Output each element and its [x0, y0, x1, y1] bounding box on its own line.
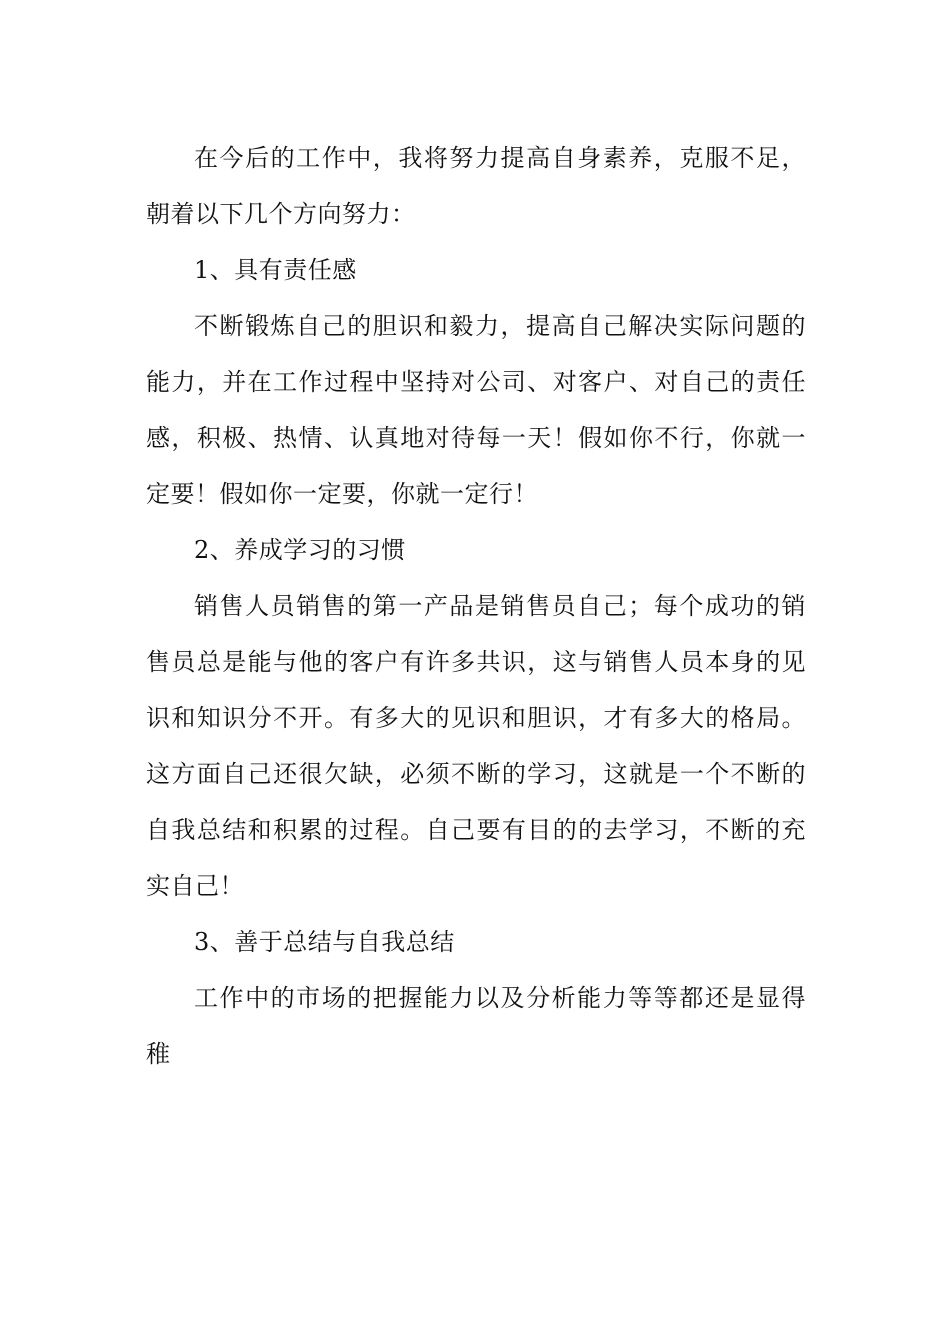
heading-learning-habit: 2、养成学习的习惯: [194, 536, 406, 564]
heading-summarize: 3、善于总结与自我总结: [194, 928, 455, 956]
paragraph-intro: 在今后的工作中，我将努力提高自身素养，克服不足，朝着以下几个方向努力：: [146, 144, 806, 228]
paragraph-summarize: 工作中的市场的把握能力以及分析能力等等都还是显得稚: [146, 984, 806, 1068]
document-body: [146, 130, 806, 1082]
paragraph-learning-habit: 销售人员销售的第一产品是销售员自己；每个成功的销售员总是能与他的客户有许多共识，这与销售人员本身的见识和知识分不开。有多大的见识和胆识，才有多大的格局。这方面自己还很欠缺，必须不断的学习，这就是一个不断的自我总结和积累的过程。自己要有目的的去学习，不断的充实自己！: [146, 592, 806, 900]
paragraph-responsibility: 不断锻炼自己的胆识和毅力，提高自己解决实际问题的能力，并在工作过程中坚持对公司、对客户、对自己的责任感，积极、热情、认真地对待每一天！假如你不行，你就一定要！假如你一定要，你就一定行！: [146, 312, 806, 508]
heading-responsibility: 1、具有责任感: [194, 256, 357, 284]
